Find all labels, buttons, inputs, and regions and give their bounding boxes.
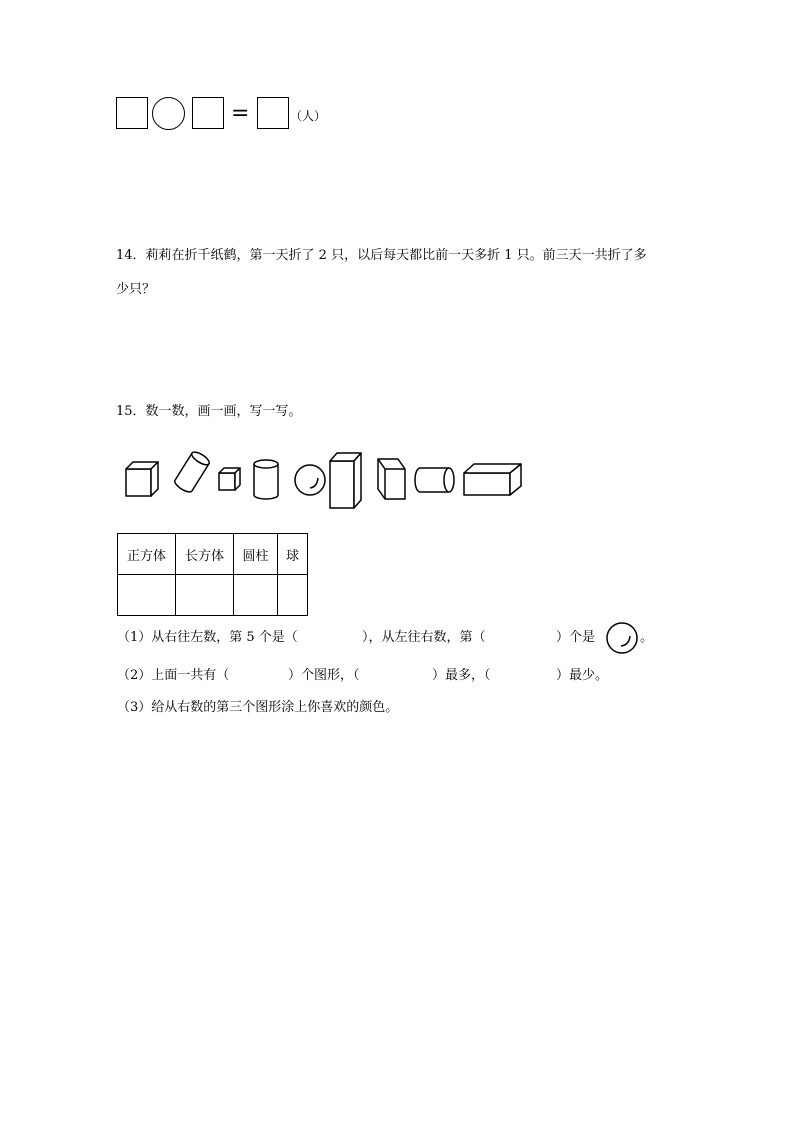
sub1-part-b: ），从左往右数，第（	[362, 630, 486, 645]
sub2-part-a: （2）上面一共有（	[117, 668, 230, 683]
sub3-text: （3）给从右数的第三个图形涂上你喜欢的颜色。	[117, 700, 399, 715]
narrow-cuboid-icon	[378, 459, 405, 499]
answer-box-result[interactable]	[257, 97, 289, 129]
sub1-part-d: 。	[640, 630, 654, 645]
answer-box-1[interactable]	[116, 97, 148, 129]
sphere-icon	[295, 465, 325, 495]
sub2-blank-2[interactable]	[376, 666, 430, 686]
equals-sign: =	[231, 101, 250, 126]
table-cell-sphere[interactable]	[278, 575, 308, 616]
table-cell-cuboid[interactable]	[176, 575, 234, 616]
sub1-blank-1[interactable]	[306, 628, 360, 648]
answer-box-2[interactable]	[192, 97, 224, 129]
table-cell-cube[interactable]	[118, 575, 176, 616]
sub1-part-c: ）个是	[556, 630, 596, 645]
sub2-blank-3[interactable]	[500, 666, 554, 686]
q15-title: 15．数一数，画一画，写一写。	[116, 404, 302, 419]
sub2-part-c: ）最多，（	[432, 668, 491, 683]
sub1-blank-2[interactable]	[500, 628, 552, 648]
flat-cuboid-icon	[464, 464, 521, 495]
cylinder-icon	[254, 460, 278, 499]
horizontal-cylinder-icon	[415, 468, 454, 492]
table-header-cuboid: 长方体	[176, 534, 234, 575]
unit-label: （人）	[290, 109, 327, 123]
table-cell-cylinder[interactable]	[234, 575, 278, 616]
cube-icon	[126, 462, 158, 496]
sub2-part-b: ）个图形，（	[288, 668, 360, 683]
sub2-part-d: ）最少。	[556, 668, 609, 683]
tall-cuboid-icon	[330, 453, 361, 508]
sub1-part-a: （1）从右往左数，第 5 个是（	[117, 630, 298, 645]
q14-line2: 少只？	[116, 282, 156, 297]
cylinder-tilted-icon	[173, 450, 211, 495]
table-header-sphere: 球	[278, 534, 308, 575]
small-cube-icon	[219, 468, 240, 490]
operator-circle[interactable]	[152, 97, 185, 130]
table-header-cube: 正方体	[118, 534, 176, 575]
q14-line1: 14．莉莉在折千纸鹤，第一天折了 2 只，以后每天都比前一天多折 1 只。前三天一共折了多	[116, 248, 647, 263]
table-header-cylinder: 圆柱	[234, 534, 278, 575]
sub2-blank-1[interactable]	[232, 666, 286, 686]
shapes-row	[118, 445, 528, 511]
shape-count-table	[117, 533, 308, 616]
sphere-icon	[605, 621, 639, 655]
